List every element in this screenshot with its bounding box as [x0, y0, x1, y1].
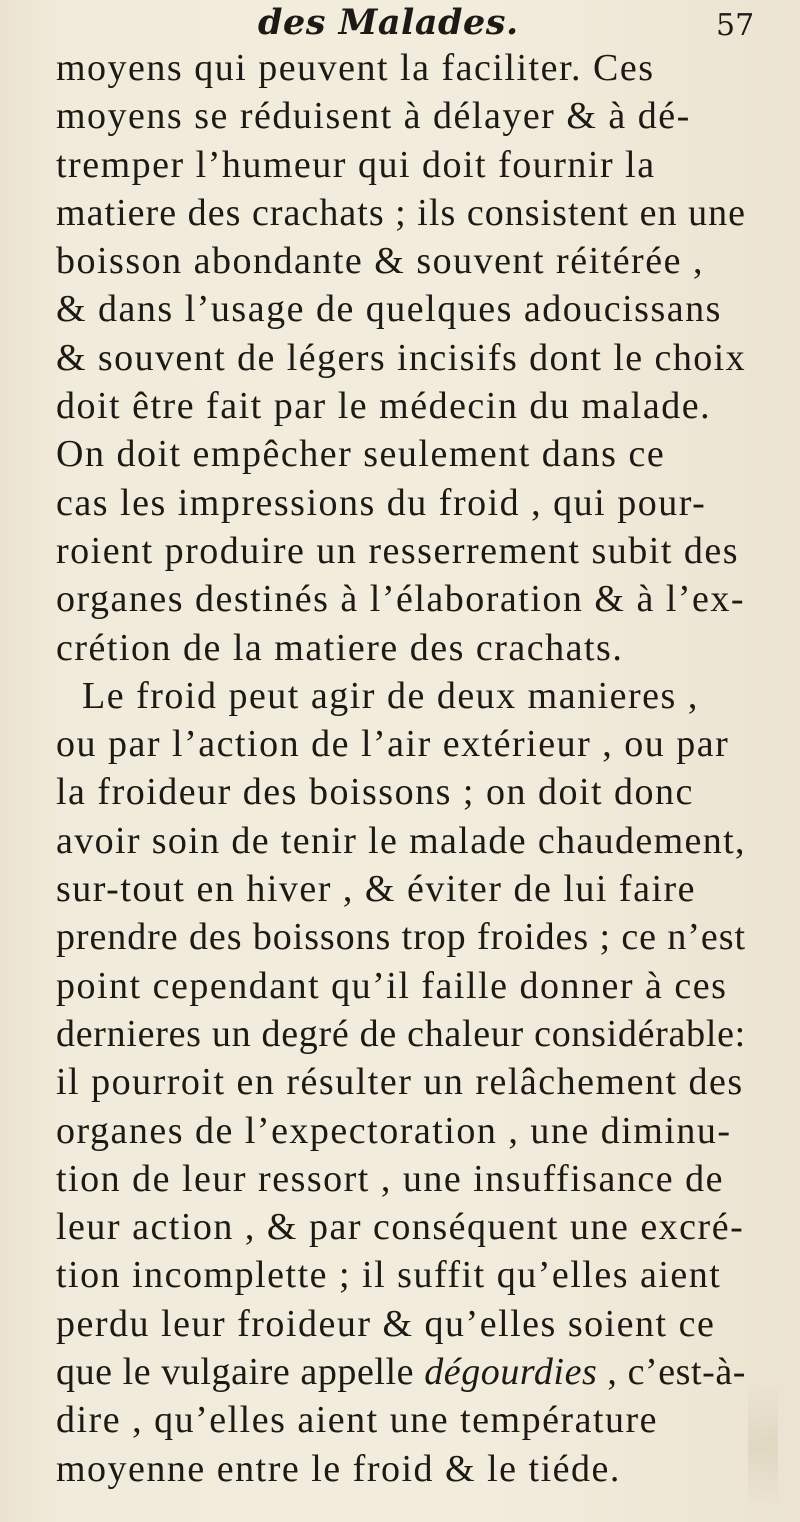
text-line: On doit empêcher seulement dans ce — [56, 433, 666, 476]
text-line: & souvent de légers incisifs dont le choix — [56, 336, 747, 379]
text-line: dire , qu’elles aient une température — [56, 1399, 659, 1442]
text-line: moyens se réduisent à délayer & à dé- — [56, 95, 691, 138]
text-line: il pourroit en résulter un relâchement des — [56, 1061, 744, 1104]
text-line: prendre des boissons trop froides ; ce n’est — [56, 916, 746, 959]
text-line: cas les impressions du froid , qui pour- — [56, 481, 707, 524]
text-line: doit être fait par le médecin du malade. — [56, 385, 712, 428]
text-line: perdu leur froideur & qu’elles soient ce — [56, 1302, 716, 1345]
text-line: avoir soin de tenir le malade chaudement, — [56, 819, 746, 862]
text-segment: que le vulgaire appelle — [56, 1351, 415, 1394]
text-line: tion incomplette ; il suffit qu’elles aient — [56, 1254, 722, 1297]
text-line: matiere des crachats ; ils consistent en une — [56, 191, 747, 234]
text-line: crétion de la matiere des crachats. — [56, 626, 624, 669]
text-line: point cependant qu’il faille donner à ces — [56, 964, 728, 1007]
text-line: organes de l’expectoration , une diminu- — [56, 1109, 732, 1152]
text-line: leur action , & par conséquent une excré- — [56, 1206, 745, 1249]
text-segment: , c’est-à- — [597, 1351, 747, 1394]
text-line: moyens qui peuvent la faciliter. Ces — [56, 47, 655, 89]
text-line: organes destinés à l’élaboration & à l’ex- — [56, 578, 746, 621]
page-header — [0, 2, 800, 48]
text-line: sur-tout en hiver , & éviter de lui faire — [56, 868, 697, 911]
running-head: des Malades. — [258, 2, 519, 43]
text-line: ou par l’action de l’air extérieur , ou par — [56, 723, 730, 766]
text-line: moyenne entre le froid & le tiéde. — [56, 1447, 621, 1490]
text-line: tremper l’humeur qui doit fournir la — [56, 143, 656, 186]
body-text — [56, 44, 746, 1493]
paragraph-start-line: Le froid peut agir de deux manieres , — [82, 674, 699, 717]
text-line: dernieres un degré de chaleur considérable: — [56, 1012, 746, 1055]
text-line: la froideur des boissons ; on doit donc — [56, 771, 694, 814]
page-number: 57 — [716, 8, 755, 43]
italic-word: dégourdies — [424, 1351, 598, 1394]
text-line: tion de leur ressort , une insuffisance de — [56, 1157, 725, 1200]
text-line-with-italic — [56, 1348, 746, 1396]
text-line: boisson abondante & souvent réitérée , — [56, 240, 704, 283]
text-line: & dans l’usage de quelques adoucissans — [56, 288, 722, 331]
text-line: roient produire un resserrement subit des — [56, 529, 740, 572]
paper-stain — [748, 1380, 778, 1510]
